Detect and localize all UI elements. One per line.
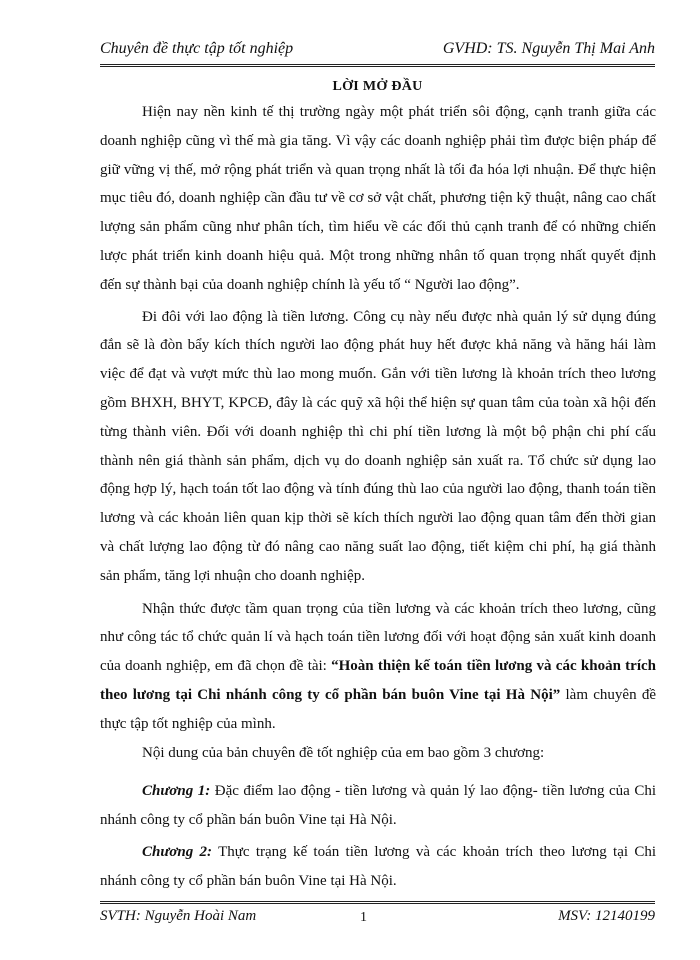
chapter-2-item (100, 838, 656, 896)
footer-student: SVTH: Nguyễn Hoài Nam (100, 908, 257, 924)
header-course-title: Chuyên đề thực tập tốt nghiệp (100, 40, 294, 57)
page-number: 1 (360, 910, 367, 925)
header-advisor: GVHD: TS. Nguyễn Thị Mai Anh (442, 40, 655, 57)
chapter-1-label: Chương 1: (142, 783, 211, 800)
footer-student-id: MSV: 12140199 (558, 908, 655, 924)
chapter-1-text: Đặc điểm lao động - tiền lương và quản lý lao động- tiền lương của Chi nhánh công ty cổ phần bán buôn Vine tại Hà Nội. (100, 783, 656, 829)
paragraph-topic (100, 595, 656, 739)
document-body (100, 98, 656, 896)
page-footer (100, 901, 655, 930)
chapter-2-label: Chương 2: (142, 843, 213, 860)
chapter-1-item (100, 777, 656, 835)
paragraph-topic-end: làm chuyên đề thực tập tốt nghiệp của mình. (100, 686, 656, 732)
paragraph-intro: Hiện nay nền kinh tế thị trường ngày một phát triển sôi động, cạnh tranh giữa các doanh nghiệp cũng vì thế mà gia tăng. Vì vậy các doanh nghiệp phải tìm được biện pháp để giữ vững vị thế, mở rộng phát triển và quan trọng nhất là tối đa hóa lợi nhuận. Để thực hiện mục tiêu đó, doanh nghiệp cần đầu tư về cơ sở vật chất, phương tiện kỹ thuật, nâng cao chất lượng sản phẩm cũng như phân tích, tìm hiểu về các đối thủ cạnh tranh để có những chiến lược phát triển kinh doanh hiệu quả. Một trong những nhân tố quan trọng nhất quyết định đến sự thành bại của doanh nghiệp chính là yếu tố “ Người lao động”. (100, 104, 656, 293)
paragraph-salary: Đi đôi với lao động là tiền lương. Công cụ này nếu được nhà quản lý sử dụng đúng đắn sẽ là đòn bẩy kích thích người lao động phát huy hết được khả năng và hăng hái làm việc để đạt và vượt mức thù lao mong muốn. Gắn với tiền lương là khoản trích theo lương gồm BHXH, BHYT, KPCĐ, đây là các quỹ xã hội thể hiện sự quan tâm của toàn xã hội đến từng thành viên. Đối với doanh nghiệp thì chi phí tiền lương là một bộ phận chi phí cấu thành nên giá thành sản phẩm, dịch vụ do doanh nghiệp sản xuất ra. Tổ chức sử dụng lao động hợp lý, hạch toán tốt lao động và tính đúng thù lao của người lao động, thanh toán tiền lương và các khoản liên quan kịp thời sẽ kích thích người lao động quan tâm đến thời gian và chất lượng lao động từ đó nâng cao năng suất lao động, tiết kiệm chi phí, hạ giá thành sản phẩm, tăng lợi nhuận cho doanh nghiệp. (100, 308, 656, 584)
page-header (100, 38, 655, 67)
thesis-topic-title: “Hoàn thiện kế toán tiền lương và các khoản trích theo lương tại Chi nhánh công ty cổ phần bán buôn Vine tại Hà Nội” (100, 658, 656, 703)
document-title: LỜI MỞ ĐẦU (332, 79, 423, 94)
paragraph-topic-intro: Nhận thức được tầm quan trọng của tiền lương và các khoản trích theo lương, cũng như công tác tổ chức quản lí và hạch toán tiền lương đối với hoạt động sản xuất kinh doanh của doanh nghiệp, em đã chọn đề tài: (100, 600, 656, 675)
paragraph-contents: Nội dung của bản chuyên đề tốt nghiệp của em bao gồm 3 chương: (142, 744, 545, 761)
chapter-2-text: Thực trạng kế toán tiền lương và các khoản trích theo lương tại Chi nhánh công ty cổ phần bán buôn Vine tại Hà Nội. (100, 843, 656, 889)
